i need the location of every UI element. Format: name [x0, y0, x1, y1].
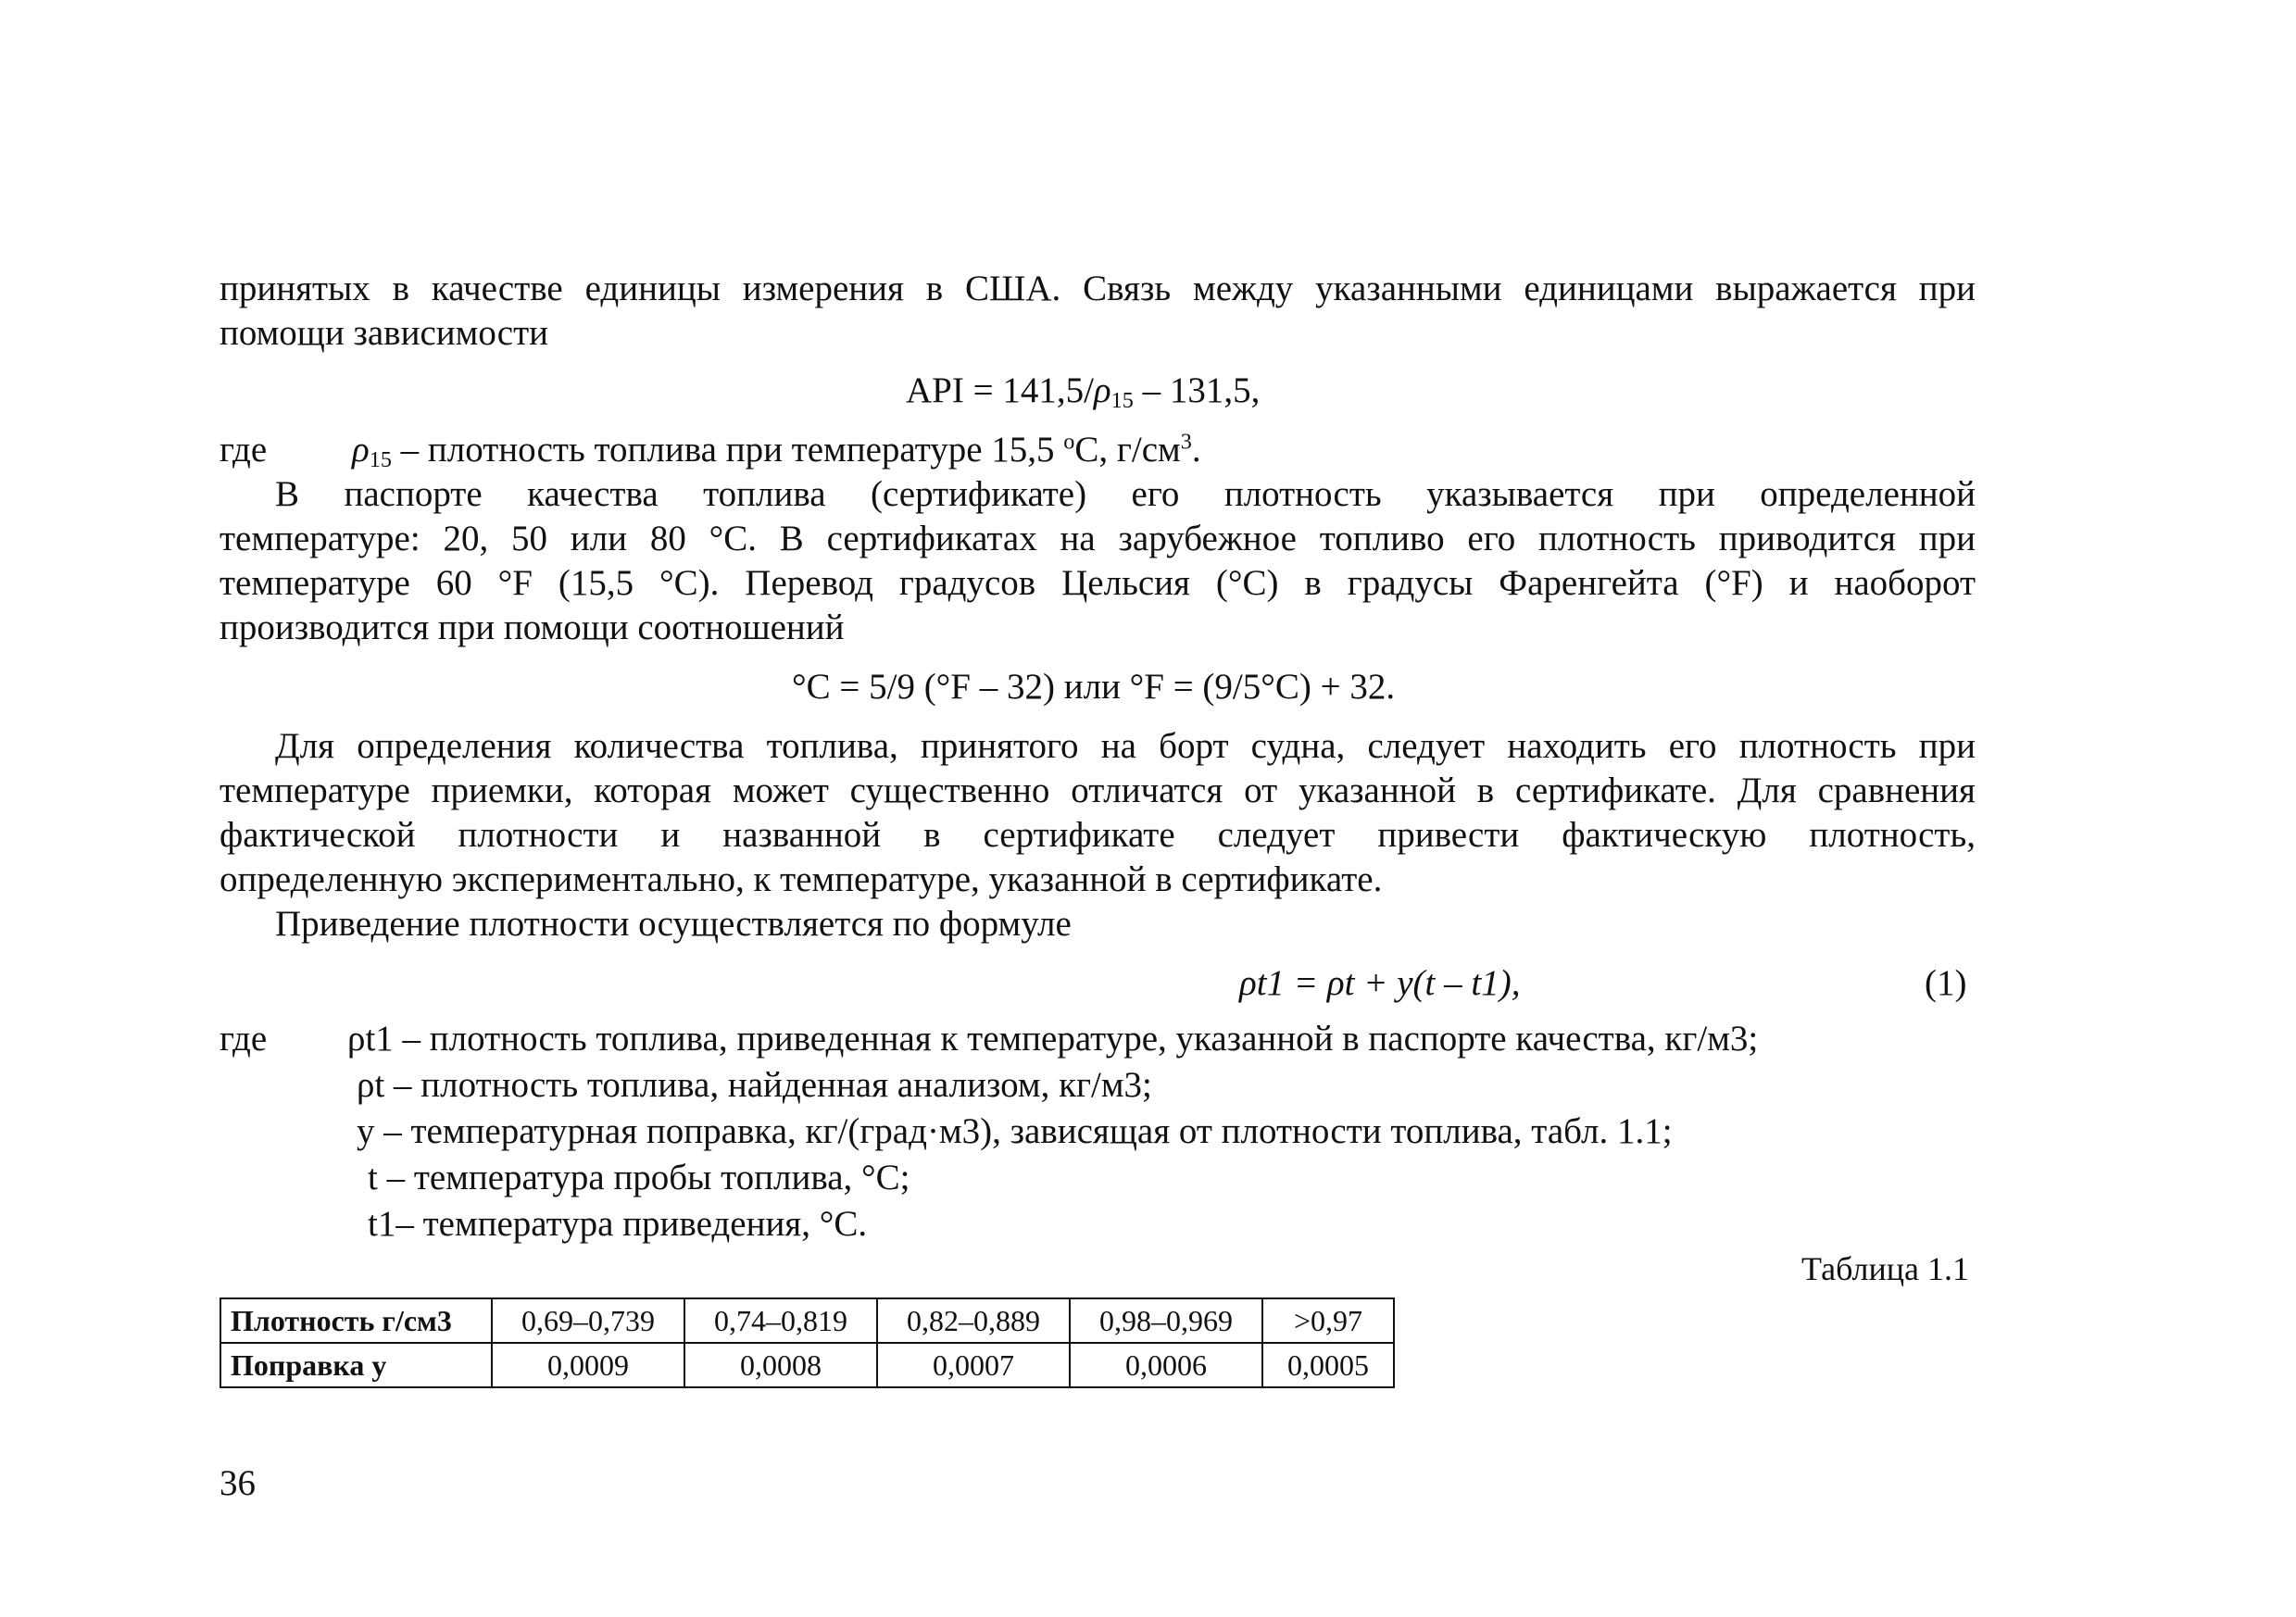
paragraph1-line1: принятых в качестве единицы измерения в США. Связь между указанными единицами выражается при — [220, 269, 1976, 308]
paragraph1-line2: помощи зависимости — [220, 313, 549, 353]
formula-1-number: (1) — [1925, 963, 1967, 1003]
formula-api-rho: ρ — [1093, 370, 1111, 410]
correction-table — [220, 1297, 1395, 1388]
table-row — [220, 1298, 1394, 1343]
where1-deg: о — [1063, 429, 1075, 455]
where1-sup: 3 — [1180, 429, 1192, 455]
table-cell: 0,82–0,889 — [877, 1298, 1070, 1343]
where-item-t1: t1– температура приведения, °С. — [368, 1204, 868, 1244]
where1-rho: ρ — [352, 430, 370, 470]
paragraph2-line2: температуре: 20, 50 или 80 °С. В сертификатах на зарубежное топливо его плотность приводится при — [220, 519, 1976, 558]
where1-end: . — [1191, 430, 1201, 470]
paragraph2-line1: В паспорте качества топлива (сертификате) его плотность указывается при определенной — [275, 474, 1976, 514]
table-cell: 0,0009 — [492, 1343, 684, 1387]
where-label-1: где — [220, 430, 268, 470]
table-cell: 0,0007 — [877, 1343, 1070, 1387]
paragraph3-line4: определенную экспериментально, к температуре, указанной в сертификате. — [220, 859, 1383, 899]
where1-sub: 15 — [369, 447, 392, 473]
paragraph2-line4: производится при помощи соотношений — [220, 608, 845, 647]
where-item-y: y – температурная поправка, кг/(град·м3), зависящая от плотности топлива, табл. 1.1; — [357, 1111, 1673, 1151]
page-number: 36 — [220, 1463, 256, 1503]
formula-api-left: API = 141,5/ — [906, 370, 1094, 410]
where-item-rho-t: ρt – плотность топлива, найденная анализом, кг/м3; — [357, 1065, 1152, 1105]
formula-api — [906, 369, 1260, 413]
where-item-t: t – температура пробы топлива, °С; — [368, 1158, 910, 1197]
table-cell: 0,69–0,739 — [492, 1298, 684, 1343]
where1-text: – плотность топлива при температуре 15,5 — [391, 430, 1064, 470]
formula-temperature: °С = 5/9 (°F – 32) или °F = (9/5°С) + 32. — [792, 667, 1396, 707]
table-cell: 0,98–0,969 — [1070, 1298, 1262, 1343]
paragraph3-line2: температуре приемки, которая может существенно отличатся от указанной в сертификате. Для сравнения — [220, 771, 1976, 810]
where1-text2: С, г/см — [1074, 430, 1181, 470]
paragraph4: Приведение плотности осуществляется по формуле — [275, 904, 1072, 944]
paragraph3-line1: Для определения количества топлива, принятого на борт судна, следует находить его плотность при — [275, 726, 1976, 766]
table-cell: 0,0008 — [684, 1343, 877, 1387]
paragraph2-line3: температуре 60 °F (15,5 °С). Перевод градусов Цельсия (°С) в градусы Фаренгейта (°F) и наоборот — [220, 563, 1976, 603]
formula-api-right: – 131,5, — [1133, 370, 1261, 410]
table-header-correction: Поправка y — [220, 1343, 492, 1387]
table-header-density: Плотность г/см3 — [220, 1298, 492, 1343]
formula-api-sub: 15 — [1110, 388, 1134, 414]
paragraph3-line3: фактической плотности и названной в сертификате следует привести фактическую плотность, — [220, 815, 1976, 855]
where-label-2: где — [220, 1019, 268, 1059]
table-caption: Таблица 1.1 — [1801, 1250, 1969, 1287]
table-cell: 0,0006 — [1070, 1343, 1262, 1387]
table-row — [220, 1343, 1394, 1387]
where-item-rho-t1: ρt1 – плотность топлива, приведенная к температуре, указанной в паспорте качества, кг/м3; — [347, 1019, 1759, 1059]
table-cell: >0,97 — [1262, 1298, 1394, 1343]
where-rho15-definition — [352, 428, 1201, 472]
formula-1: ρt1 = ρt + y(t – t1), — [1239, 963, 1521, 1003]
table-cell: 0,74–0,819 — [684, 1298, 877, 1343]
table-cell: 0,0005 — [1262, 1343, 1394, 1387]
